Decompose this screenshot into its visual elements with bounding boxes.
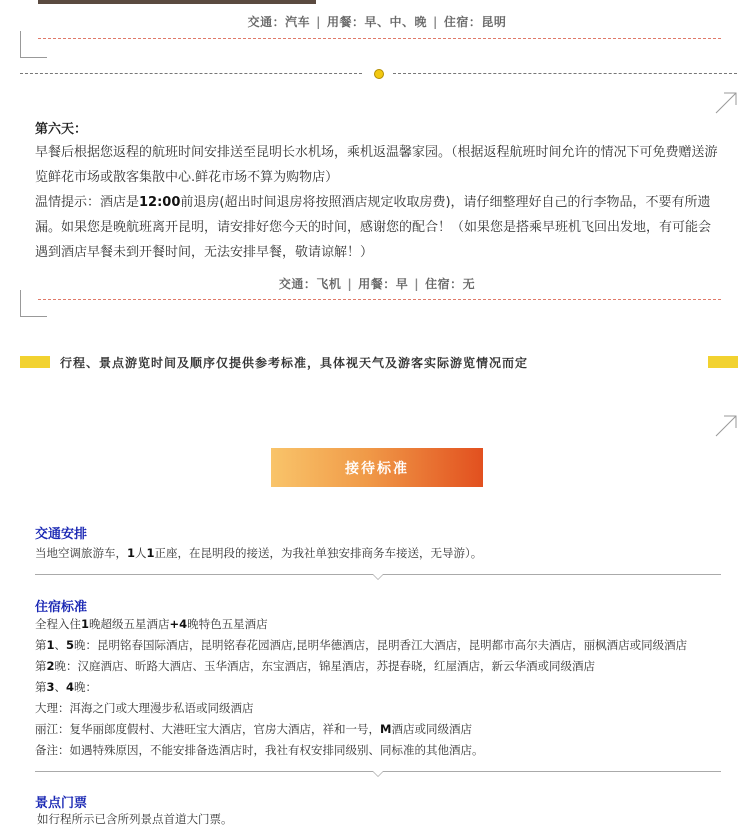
hotel-line-3 — [35, 677, 687, 698]
tickets-section-title: 景点门票 — [35, 796, 88, 811]
hotel-line-dali: 大理：洱海之门或大理漫步私语或同级酒店 — [35, 701, 254, 715]
text-number: 5 — [66, 638, 75, 652]
text-segment: 当地空调旅游车， — [35, 546, 127, 560]
hotel-summary — [35, 614, 687, 635]
text-segment: 全程入住 — [35, 617, 81, 631]
corner-bracket-icon — [20, 31, 47, 58]
hotel-line-2 — [35, 656, 687, 677]
transport-value: 汽车 — [285, 15, 311, 29]
transport-label: 交通： — [278, 277, 317, 291]
text-segment: 丽江：复华丽郎度假村、大港旺宝大酒店，官房大酒店，祥和一号， — [35, 722, 380, 736]
transport-value: 飞机 — [316, 277, 342, 291]
text-segment: 晚特色五星酒店 — [187, 617, 268, 631]
text-segment: 、 — [54, 638, 67, 652]
transport-text — [35, 543, 482, 564]
meta-separator: | — [347, 277, 353, 291]
corner-arrow-icon — [714, 91, 738, 115]
hotel-line-lijiang — [35, 719, 687, 740]
transport-section-title: 交通安排 — [35, 527, 88, 542]
tickets-section-body — [37, 809, 233, 830]
timeline-dot-icon — [374, 69, 384, 79]
corner-arrow-icon — [714, 414, 738, 438]
tip-time: 12:00 — [139, 195, 181, 210]
meta-separator: | — [414, 277, 420, 291]
hotel-section-title: 住宿标准 — [35, 600, 88, 615]
tip-prefix: 温情提示：酒店是 — [35, 195, 140, 210]
text-number: 3 — [46, 680, 55, 694]
day6-meta — [0, 275, 754, 292]
corner-bracket-icon — [20, 290, 47, 317]
stay-value: 无 — [462, 277, 476, 291]
text-segment: 第 — [35, 638, 47, 652]
transport-label: 交通： — [247, 15, 286, 29]
stay-label: 住宿： — [425, 277, 463, 291]
day6-paragraph: 早餐后根据您返程的航班时间安排送至昆明长水机场，乘机返温馨家园。（根据返程航班时间允许的情况下可免费赠送游览鲜花市场或散客集散中心.鲜花市场不算为购物店） — [35, 145, 718, 185]
day6-body — [35, 140, 723, 265]
text-number: 1 — [127, 546, 136, 560]
divider-notch-inner — [373, 771, 383, 776]
meta-separator: | — [316, 15, 321, 29]
hotel-section-body — [35, 614, 687, 761]
text-segment: 、 — [54, 680, 67, 694]
transport-section-body — [35, 543, 482, 564]
tip-rest: 前退房(超出时间退房将按照酒店规定收取房费)，请仔细整理好自己的行李物品，不要有所遗漏。如果您是晚航班离开昆明，请安排好您今天的时间，感谢您的配合！（如果您是搭乘早班机飞回出发地，有可能会遇到酒店早餐未到开餐时间，无法安排早餐，敬请谅解！） — [35, 195, 712, 260]
text-number: 1 — [46, 638, 55, 652]
day6-title: 第六天： — [35, 122, 88, 137]
timeline-line-left — [20, 73, 362, 74]
text-segment: 第 — [35, 680, 47, 694]
timeline-line-right — [393, 73, 737, 74]
text-segment: 晚：昆明铭春国际酒店，昆明铭春花园酒店,昆明华德酒店，昆明香江大酒店，昆明都市高尔夫酒店，丽枫酒店或同级酒店 — [74, 638, 688, 652]
day6-tip — [35, 190, 723, 265]
text-number: 4 — [66, 680, 75, 694]
day5-dashed-divider — [38, 38, 721, 39]
stay-value: 昆明 — [481, 15, 507, 29]
day5-meta — [0, 13, 754, 30]
itinerary-photo — [38, 0, 316, 4]
notice-text: 行程、景点游览时间及顺序仅提供参考标准，具体视天气及游客实际游览情况而定 — [60, 356, 529, 370]
meta-separator: | — [433, 15, 438, 29]
text-number: 2 — [46, 659, 55, 673]
stay-label: 住宿： — [443, 15, 482, 29]
meals-value: 早 — [395, 277, 409, 291]
reception-standard-banner: 接待标准 — [271, 448, 483, 487]
hotel-line-1 — [35, 635, 687, 656]
text-letter: M — [380, 722, 392, 736]
text-segment: 晚：汉庭酒店、昕路大酒店、玉华酒店，东宝酒店，锦星酒店，苏提春晓，红屋酒店，新云华酒或同级酒店 — [54, 659, 596, 673]
notice-bar-left — [20, 356, 50, 368]
text-segment: 第 — [35, 659, 47, 673]
meals-label: 用餐： — [326, 15, 365, 29]
text-segment: 酒店或同级酒店 — [391, 722, 472, 736]
text-number: +4 — [169, 617, 188, 631]
notice-bar-right — [708, 356, 738, 368]
hotel-remark: 备注：如遇特殊原因，不能安排备选酒店时，我社有权安排同级别、同标准的其他酒店。 — [35, 743, 484, 757]
divider-notch-inner — [373, 574, 383, 579]
text-number: 1 — [146, 546, 155, 560]
meals-label: 用餐： — [358, 277, 396, 291]
text-segment: 晚超级五星酒店 — [89, 617, 170, 631]
text-segment: 晚： — [74, 680, 98, 694]
text-number: 1 — [81, 617, 90, 631]
meals-value: 早、中、晚 — [364, 15, 428, 29]
tickets-text: 如行程所示已含所列景点首道大门票。 — [37, 812, 233, 826]
text-segment: 正座，在昆明段的接送，为我社单独安排商务车接送，无导游）。 — [154, 546, 483, 560]
text-segment: 人 — [135, 546, 147, 560]
day6-dashed-divider — [38, 299, 721, 300]
